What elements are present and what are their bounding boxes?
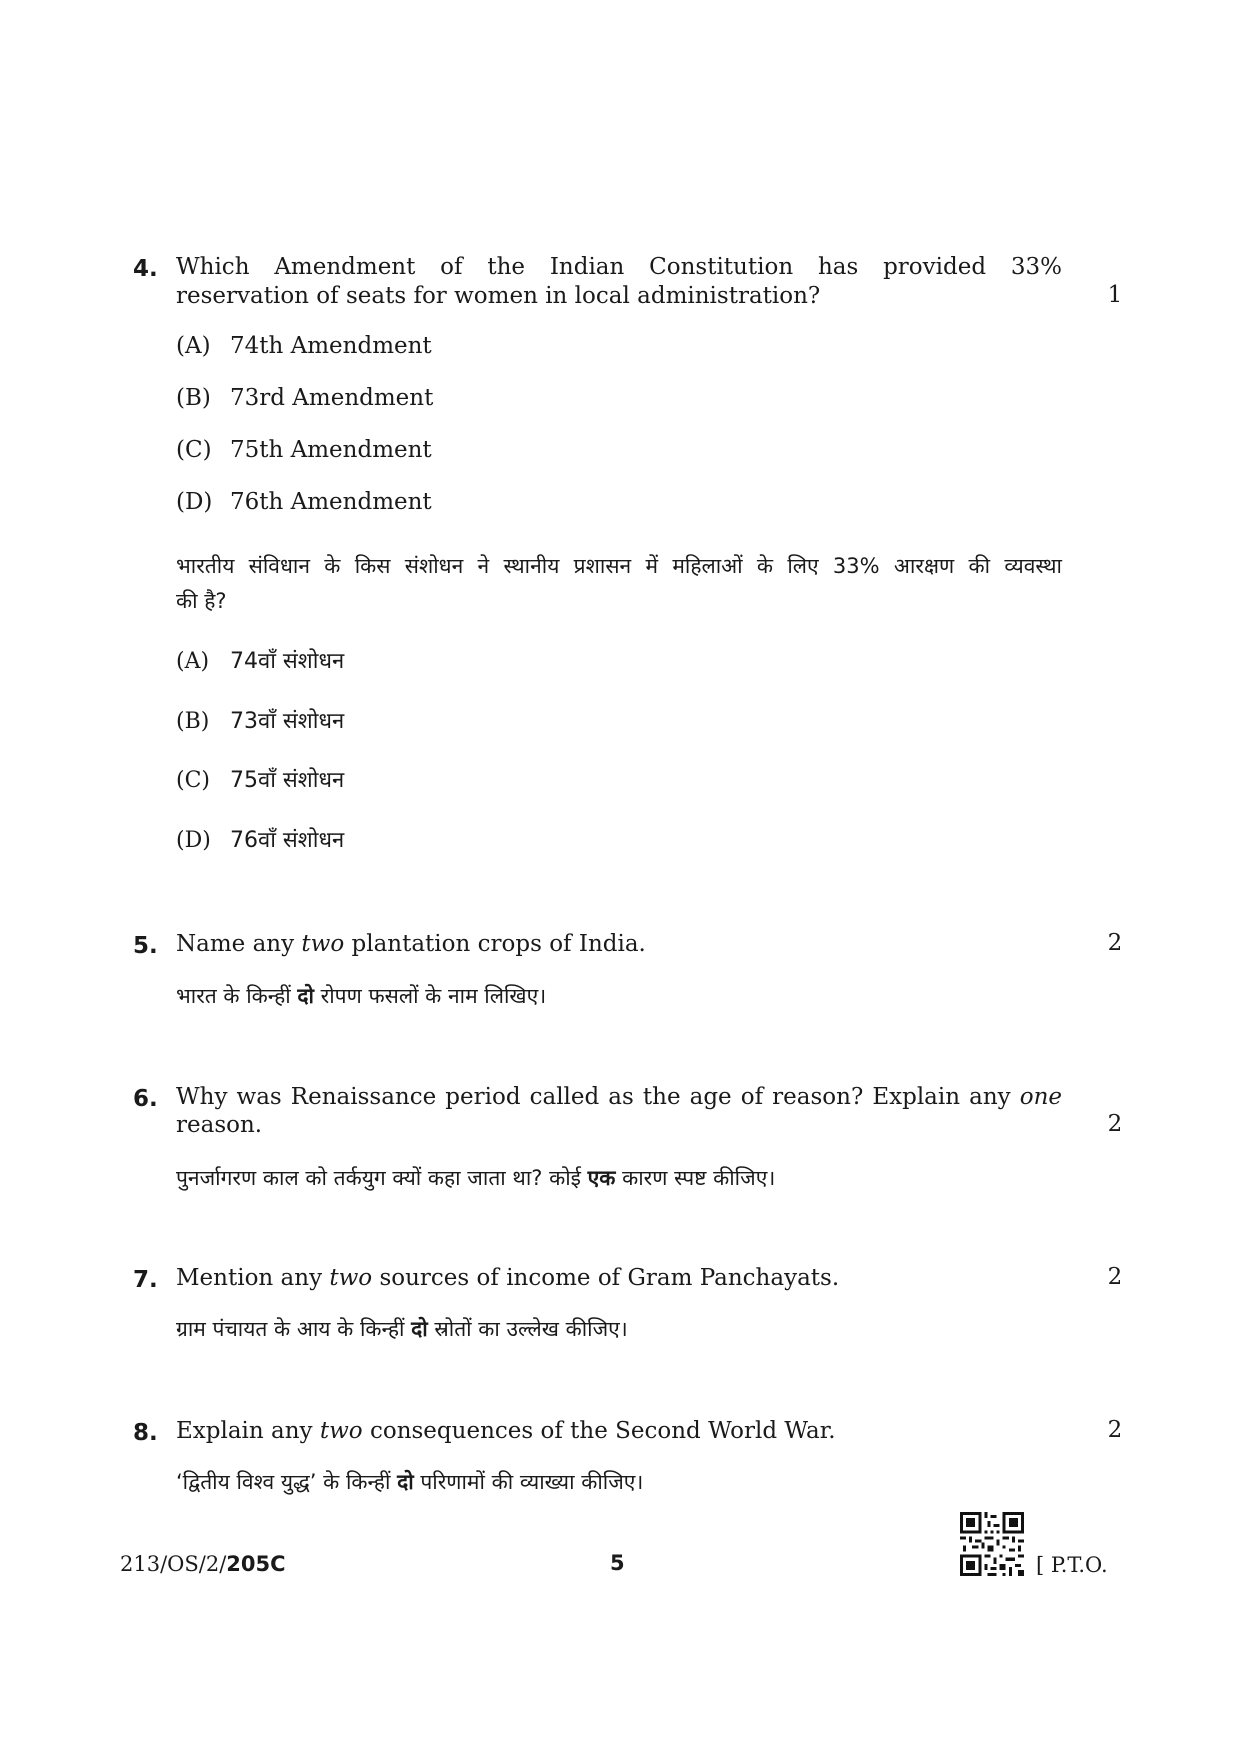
question-text-part: Why was Renaissance period called as the age of reason? Explain any xyxy=(176,1084,1020,1110)
hindi-text-part: रोपण फसलों के नाम लिखिए। xyxy=(313,984,547,1008)
question-text-line-2: reservation of seats for women in local administration? xyxy=(176,283,821,309)
hindi-option-c xyxy=(176,764,344,794)
option-label: (B) xyxy=(176,385,211,411)
question-number: 4. xyxy=(133,256,158,282)
hindi-option-a xyxy=(176,645,344,675)
question-number: 5. xyxy=(133,933,158,959)
hindi-text-part: भारत के किन्हीं xyxy=(176,984,298,1008)
please-turn-over: [ P.T.O. xyxy=(1036,1553,1108,1577)
question-text xyxy=(176,930,1062,959)
question-text-part: Explain any xyxy=(176,1418,320,1444)
hindi-text-bold: दो xyxy=(397,1470,414,1494)
option-c xyxy=(176,437,432,463)
page-number: 5 xyxy=(610,1551,625,1575)
option-text: 74वाँ संशोधन xyxy=(230,649,345,674)
question-number: 8. xyxy=(133,1420,158,1446)
question-text-part: plantation crops of India. xyxy=(344,931,646,957)
hindi-text-part: ग्राम पंचायत के आय के किन्हीं xyxy=(176,1317,412,1341)
question-marks: 2 xyxy=(1107,930,1123,956)
option-label: (A) xyxy=(176,333,211,359)
question-text xyxy=(176,1264,1062,1293)
option-text: 74th Amendment xyxy=(230,333,432,359)
question-marks: 2 xyxy=(1107,1264,1123,1290)
question-text-emphasis: one xyxy=(1019,1084,1062,1110)
option-a xyxy=(176,333,432,359)
question-text-part: consequences of the Second World War. xyxy=(362,1418,836,1444)
question-number: 7. xyxy=(133,1267,158,1293)
paper-code xyxy=(120,1552,286,1576)
hindi-question-line-1: भारतीय संविधान के किस संशोधन ने स्थानीय प्रशासन में महिलाओं के लिए 33% आरक्षण की व्यवस्था xyxy=(176,554,1062,578)
hindi-question xyxy=(176,1160,1062,1196)
hindi-question-line-2: की है? xyxy=(176,589,227,613)
option-text: 75th Amendment xyxy=(230,437,432,463)
option-label: (D) xyxy=(176,828,211,853)
question-text-line-2: reason. xyxy=(176,1112,263,1138)
option-d xyxy=(176,489,432,515)
question-marks: 1 xyxy=(1107,282,1123,308)
hindi-text-part: स्रोतों का उल्लेख कीजिए। xyxy=(427,1317,628,1341)
hindi-text-part: कारण स्पष्ट कीजिए। xyxy=(615,1166,776,1190)
option-text: 76वाँ संशोधन xyxy=(230,828,345,853)
hindi-option-b xyxy=(176,705,344,735)
option-label: (C) xyxy=(176,768,210,793)
question-text xyxy=(176,1417,1062,1446)
option-label: (B) xyxy=(176,709,210,734)
hindi-text-part: ‘द्वितीय विश्व युद्ध’ के किन्हीं xyxy=(176,1470,398,1494)
paper-code-bold: 205C xyxy=(226,1552,286,1576)
option-label: (D) xyxy=(176,489,213,515)
hindi-question xyxy=(176,978,1062,1014)
question-text-emphasis: two xyxy=(319,1418,363,1444)
hindi-text-bold: दो xyxy=(411,1317,428,1341)
hindi-text-part: परिणामों की व्याख्या कीजिए। xyxy=(413,1470,644,1494)
question-marks: 2 xyxy=(1107,1111,1123,1137)
question-text-emphasis: two xyxy=(329,1265,373,1291)
option-label: (A) xyxy=(176,649,210,674)
option-label: (C) xyxy=(176,437,212,463)
option-b xyxy=(176,385,433,411)
question-text-line-1: Which Amendment of the Indian Constitution has provided 33% xyxy=(176,254,1062,280)
question-text-emphasis: two xyxy=(301,931,345,957)
question-number: 6. xyxy=(133,1086,158,1112)
hindi-question xyxy=(176,1311,1062,1347)
hindi-option-d xyxy=(176,824,344,854)
hindi-question xyxy=(176,1464,1062,1500)
option-text: 75वाँ संशोधन xyxy=(230,768,345,793)
hindi-text-bold: एक xyxy=(587,1166,616,1190)
hindi-text-bold: दो xyxy=(297,984,314,1008)
option-text: 73rd Amendment xyxy=(230,385,434,411)
option-text: 73वाँ संशोधन xyxy=(230,709,345,734)
option-text: 76th Amendment xyxy=(230,489,432,515)
question-text-part: sources of income of Gram Panchayats. xyxy=(372,1265,840,1291)
question-text-line-1 xyxy=(176,1083,1062,1112)
hindi-text-part: पुनर्जागरण काल को तर्कयुग क्यों कहा जाता था? कोई xyxy=(176,1166,588,1190)
question-text-part: Mention any xyxy=(176,1265,330,1291)
paper-code-prefix: 213/OS/2/ xyxy=(120,1552,227,1576)
question-text-part: Name any xyxy=(176,931,302,957)
qr-code-icon xyxy=(960,1512,1024,1576)
question-marks: 2 xyxy=(1107,1417,1123,1443)
